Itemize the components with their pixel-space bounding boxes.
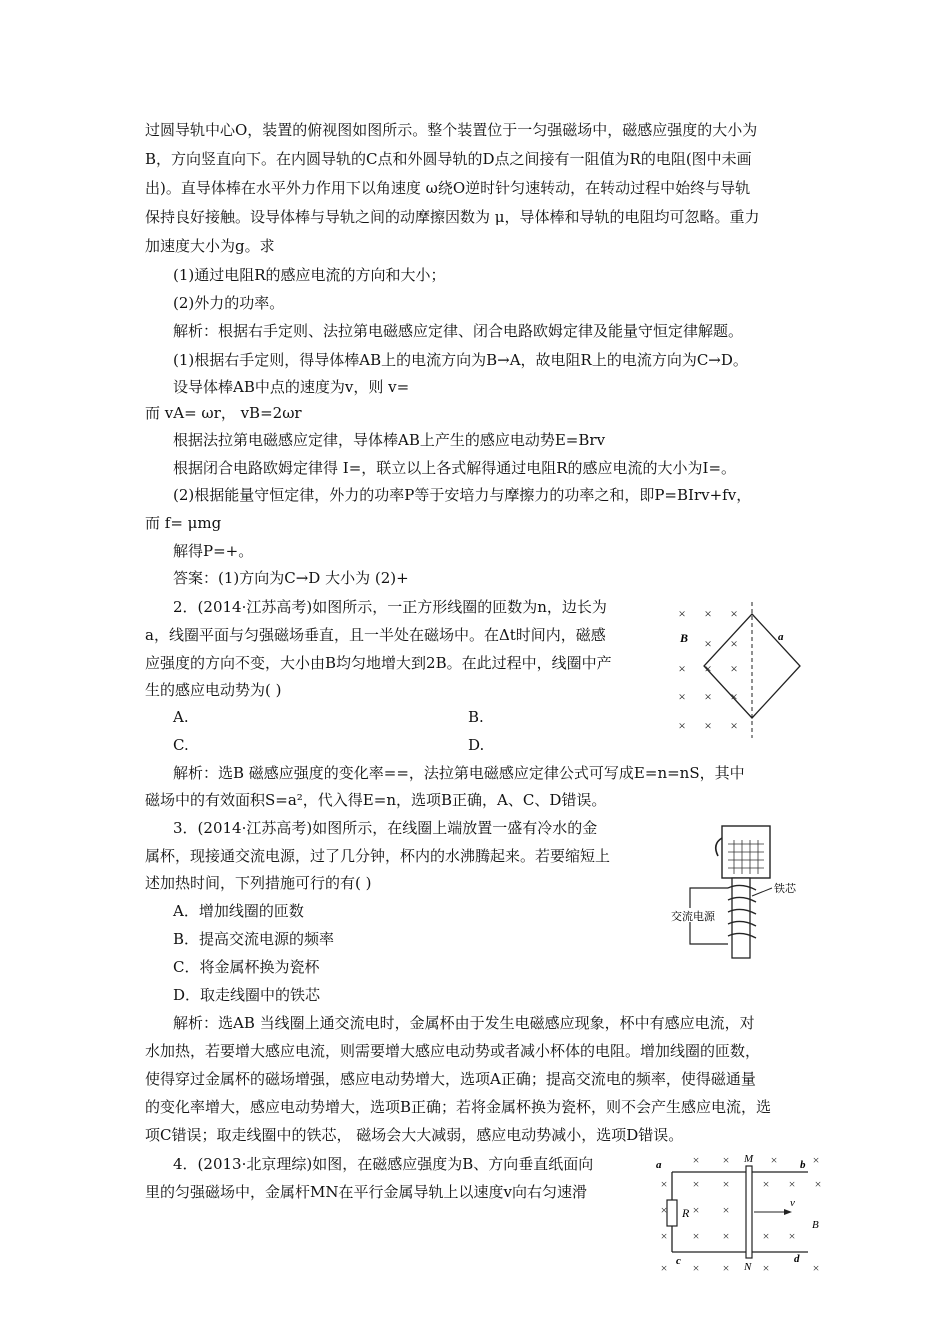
svg-text:×: × bbox=[678, 606, 686, 621]
text-line: 生的感应电动势为( ) bbox=[145, 681, 282, 699]
svg-text:×: × bbox=[762, 1261, 770, 1275]
option-d: D. bbox=[468, 736, 485, 754]
option-a: A. bbox=[173, 708, 189, 726]
label-d: d bbox=[794, 1253, 800, 1265]
text-line: 根据闭合电路欧姆定律得 I=，联立以上各式解得通过电阻R的感应电流的大小为I=。 bbox=[173, 459, 737, 477]
svg-text:×: × bbox=[812, 1261, 820, 1275]
text-line: (2)外力的功率。 bbox=[173, 294, 285, 312]
text-line: 保持良好接触。设导体棒与导轨之间的动摩擦因数为 μ，导体棒和导轨的电阻均可忽略。重力 bbox=[145, 208, 760, 226]
svg-text:×: × bbox=[762, 1229, 770, 1243]
text-line: a，线圈平面与匀强磁场垂直，且一半处在磁场中。在Δt时间内，磁感 bbox=[145, 626, 606, 644]
svg-text:×: × bbox=[704, 718, 712, 733]
metal-cup bbox=[716, 826, 770, 878]
svg-text:×: × bbox=[704, 606, 712, 621]
svg-text:×: × bbox=[660, 1261, 668, 1275]
iron-core-label: 铁芯 bbox=[774, 883, 796, 895]
svg-text:×: × bbox=[814, 1177, 822, 1191]
text-line: B，方向竖直向下。在内圆导轨的C点和外圆导轨的D点之间接有一阻值为R的电阻(图中未画 bbox=[145, 150, 752, 168]
text-line: 根据法拉第电磁感应定律，导体棒AB上产生的感应电动势E=Brv bbox=[173, 431, 606, 449]
text-line: 属杯，现接通交流电源，过了几分钟，杯内的水沸腾起来。若要缩短上 bbox=[145, 847, 611, 865]
svg-text:×: × bbox=[678, 661, 686, 676]
svg-text:×: × bbox=[722, 1177, 730, 1191]
svg-text:×: × bbox=[692, 1261, 700, 1275]
induction-heating-figure bbox=[668, 822, 818, 962]
svg-text:×: × bbox=[730, 636, 738, 651]
text-line: 答案：(1)方向为C→D 大小为 (2)+ bbox=[173, 569, 409, 587]
svg-text:×: × bbox=[678, 689, 686, 704]
svg-text:×: × bbox=[788, 1229, 796, 1243]
metal-rod bbox=[746, 1166, 752, 1258]
svg-text:×: × bbox=[678, 718, 686, 733]
svg-text:×: × bbox=[660, 1177, 668, 1191]
text-line: 磁场中的有效面积S=a²，代入得E=n，选项B正确，A、C、D错误。 bbox=[145, 791, 607, 809]
text-line: (1)根据右手定则，得导体棒AB上的电流方向为B→A，故电阻R上的电流方向为C→D。 bbox=[173, 351, 748, 369]
label-c: c bbox=[676, 1255, 681, 1267]
label-r: R bbox=[682, 1206, 690, 1220]
label-n: N bbox=[744, 1261, 752, 1273]
option-c: C. bbox=[173, 736, 189, 754]
text-line: 3．(2014·江苏高考)如图所示，在线圈上端放置一盛有冷水的金 bbox=[173, 819, 598, 837]
text-line: 解析：根据右手定则、法拉第电磁感应定律、闭合电路欧姆定律及能量守恒定律解题。 bbox=[173, 322, 744, 340]
text-line: 2．(2014·江苏高考)如图所示，一正方形线圈的匝数为n，边长为 bbox=[173, 598, 607, 616]
svg-text:×: × bbox=[692, 1203, 700, 1217]
label-v: v bbox=[790, 1197, 795, 1209]
svg-text:×: × bbox=[692, 1153, 700, 1167]
svg-text:×: × bbox=[730, 606, 738, 621]
text-line: (1)通过电阻R的感应电流的方向和大小； bbox=[173, 266, 446, 284]
text-line: 过圆导轨中心O，装置的俯视图如图所示。整个装置位于一匀强磁场中，磁感应强度的大小为 bbox=[145, 121, 758, 139]
svg-text:×: × bbox=[660, 1203, 668, 1217]
label-a: a bbox=[656, 1159, 662, 1171]
text-line: 述加热时间，下列措施可行的有( ) bbox=[145, 874, 372, 892]
text-line: 4．(2013·北京理综)如图，在磁感应强度为B、方向垂直纸面向 bbox=[173, 1155, 594, 1173]
label-a: a bbox=[778, 631, 784, 643]
svg-text:×: × bbox=[704, 661, 712, 676]
option-b: B．提高交流电源的频率 bbox=[173, 930, 335, 948]
text-line: 应强度的方向不变，大小由B均匀地增大到2B。在此过程中，线圈中产 bbox=[145, 654, 612, 672]
ac-source-label: 交流电源 bbox=[671, 911, 715, 923]
resistor bbox=[667, 1200, 677, 1226]
text-line: 设导体棒AB中点的速度为v，则 v= bbox=[173, 378, 410, 396]
option-b: B. bbox=[468, 708, 484, 726]
svg-text:×: × bbox=[704, 689, 712, 704]
text-line: 里的匀强磁场中，金属杆MN在平行金属导轨上以速度v向右匀速滑 bbox=[145, 1183, 587, 1201]
option-d: D．取走线圈中的铁芯 bbox=[173, 986, 321, 1004]
svg-text:×: × bbox=[692, 1177, 700, 1191]
svg-text:×: × bbox=[762, 1177, 770, 1191]
svg-text:×: × bbox=[722, 1203, 730, 1217]
text-line: 解析：选B 磁感应强度的变化率==，法拉第电磁感应定律公式可写成E=n=nS，其中 bbox=[173, 764, 745, 782]
text-line: 水加热，若要增大感应电流，则需要增大感应电动势或者减小杯体的电阻。增加线圈的匝数， bbox=[145, 1042, 761, 1060]
label-b: B bbox=[680, 631, 689, 645]
text-line: 使得穿过金属杯的磁场增强，感应电动势增大，选项A正确；提高交流电的频率，使得磁通量 bbox=[145, 1070, 756, 1088]
text-line: 解析：选AB 当线圈上通交流电时，金属杯由于发生电磁感应现象，杯中有感应电流，对 bbox=[173, 1014, 755, 1032]
svg-text:×: × bbox=[692, 1229, 700, 1243]
iron-core bbox=[732, 878, 750, 958]
svg-text:×: × bbox=[770, 1153, 778, 1167]
svg-text:×: × bbox=[722, 1261, 730, 1275]
option-c: C．将金属杯换为瓷杯 bbox=[173, 958, 320, 976]
label-m: M bbox=[744, 1153, 754, 1165]
square-coil-figure bbox=[668, 600, 818, 740]
text-line: 而 f= μmg bbox=[145, 514, 222, 532]
text-line: 出)。直导体棒在水平外力作用下以角速度 ω绕O逆时针匀速转动，在转动过程中始终与导轨 bbox=[145, 179, 751, 197]
text-line: 而 vA= ωr， vB=2ωr bbox=[145, 404, 302, 422]
label-b: b bbox=[800, 1159, 806, 1171]
svg-text:×: × bbox=[730, 661, 738, 676]
text-line: 加速度大小为g。求 bbox=[145, 237, 275, 255]
rod-rails-figure bbox=[652, 1148, 824, 1278]
svg-text:×: × bbox=[788, 1177, 796, 1191]
svg-text:×: × bbox=[722, 1153, 730, 1167]
svg-text:×: × bbox=[812, 1153, 820, 1167]
svg-text:×: × bbox=[660, 1229, 668, 1243]
text-line: 解得P=+。 bbox=[173, 542, 254, 560]
velocity-arrowhead bbox=[784, 1209, 792, 1215]
svg-text:×: × bbox=[730, 689, 738, 704]
svg-text:×: × bbox=[722, 1229, 730, 1243]
text-line: 的变化率增大，感应电动势增大，选项B正确；若将金属杯换为瓷杯，则不会产生感应电流，选 bbox=[145, 1098, 772, 1116]
label-field-b: B bbox=[812, 1219, 819, 1231]
text-line: 项C错误；取走线圈中的铁芯， 磁场会大大减弱，感应电动势减小，选项D错误。 bbox=[145, 1126, 684, 1144]
svg-text:×: × bbox=[730, 718, 738, 733]
text-line: (2)根据能量守恒定律，外力的功率P等于安培力与摩擦力的功率之和，即P=BIrv+fv， bbox=[173, 486, 752, 504]
option-a: A．增加线圈的匝数 bbox=[173, 902, 304, 920]
svg-text:×: × bbox=[704, 636, 712, 651]
